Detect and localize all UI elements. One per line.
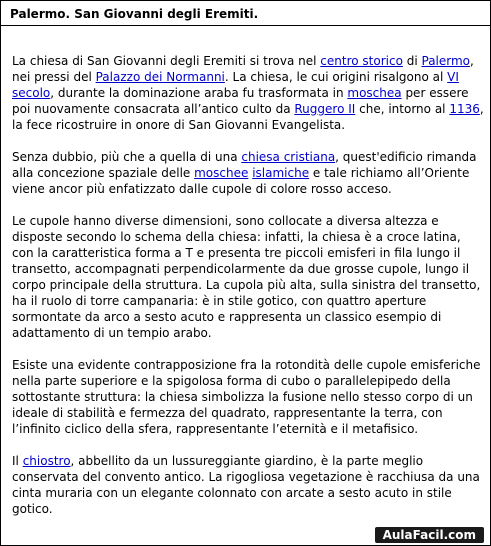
paragraph-text: Le cupole hanno diverse dimensioni, sono collocate a diversa altezza e disposte secondo lo schema della chiesa: infatti, la chiesa è a croce latina, con la caratteristica forma a T e presenta tre piccoli emisferi in fila lungo il transetto, accompagnati perpendicolarmente da due grosse cupole, lungo il corpo principale della struttura. La cupola più alta, sulla sinistra del transetto, ha il ruolo di torre campanaria: è in stile gotico, con quattro aperture sormontate da arco a sesto acuto e rappresenta un classico esempio di adattamento di un tempio arabo. [12,214,481,340]
paragraph-text: , durante la dominazione araba fu trasformata in [50,86,348,100]
paragraph-text: , la fece ricostruire in onore di San Giovanni Evangelista. [12,102,484,132]
paragraph-text: . La chiesa, le cui origini risalgono al [224,70,448,84]
paragraph [12,53,484,133]
article-body [12,53,484,533]
paragraph [12,149,484,197]
page-title: Palermo. San Giovanni degli Eremiti. [1,1,490,26]
paragraph-text: Esiste una evidente contrapposizione fra la rotondità delle cupole emisferiche nella parte superiore e la spigolosa forma di cubo o parallelepipedo della sottostante struttura: la chiesa simbolizza la fusione nello stesso corpo di un ideale di stabilità e fermezza del quadrato, rappresentante la terra, con l’infinito ciclico della sfera, rappresentante l’eternità e il metafisico. [12,358,481,436]
paragraph-text: La chiesa di San Giovanni degli Eremiti si trova nel [12,54,321,68]
article-link[interactable]: Ruggero II [294,102,356,116]
article-link[interactable]: islamiche [252,166,310,180]
paragraph-text: , abbellito da un lussureggiante giardino, è la parte meglio conservata del convento antico. La rigogliosa vegetazione è racchiusa da una cinta muraria con un elegante colonnato con arcate a sesto acuto in stile gotico. [12,454,480,516]
article-link[interactable]: Palermo [421,54,471,68]
article-link[interactable]: Palazzo dei Normanni [95,70,225,84]
article-link[interactable]: moschea [347,86,402,100]
paragraph [12,453,484,517]
paragraph-text: che, intorno al [355,102,450,116]
paragraph [12,213,484,341]
paragraph-text: Il [12,454,23,468]
article-link[interactable]: chiostro [22,454,71,468]
article-link[interactable]: 1136 [449,102,480,116]
paragraph-text: e tale richiamo all’Oriente viene ancor più enfatizzato dalle cupole di colore rosso acceso. [12,166,470,196]
paragraph [12,357,484,437]
article-link[interactable]: centro storico [320,54,403,68]
article-link[interactable]: VI secolo [12,70,459,100]
paragraph-text: , nei pressi del [12,54,474,84]
article-link[interactable]: chiesa cristiana [241,150,336,164]
paragraph-text: , quest'edificio rimanda alla concezione spaziale delle [12,150,477,180]
paragraph-text: di [402,54,422,68]
paragraph-text: Senza dubbio, più che a quella di una [12,150,242,164]
article-link[interactable]: moschee [194,166,249,180]
aulafacil-logo[interactable]: AulaFacil.com [375,527,484,543]
paragraph-text: per essere poi nuovamente consacrata all’antico culto da [12,86,469,116]
